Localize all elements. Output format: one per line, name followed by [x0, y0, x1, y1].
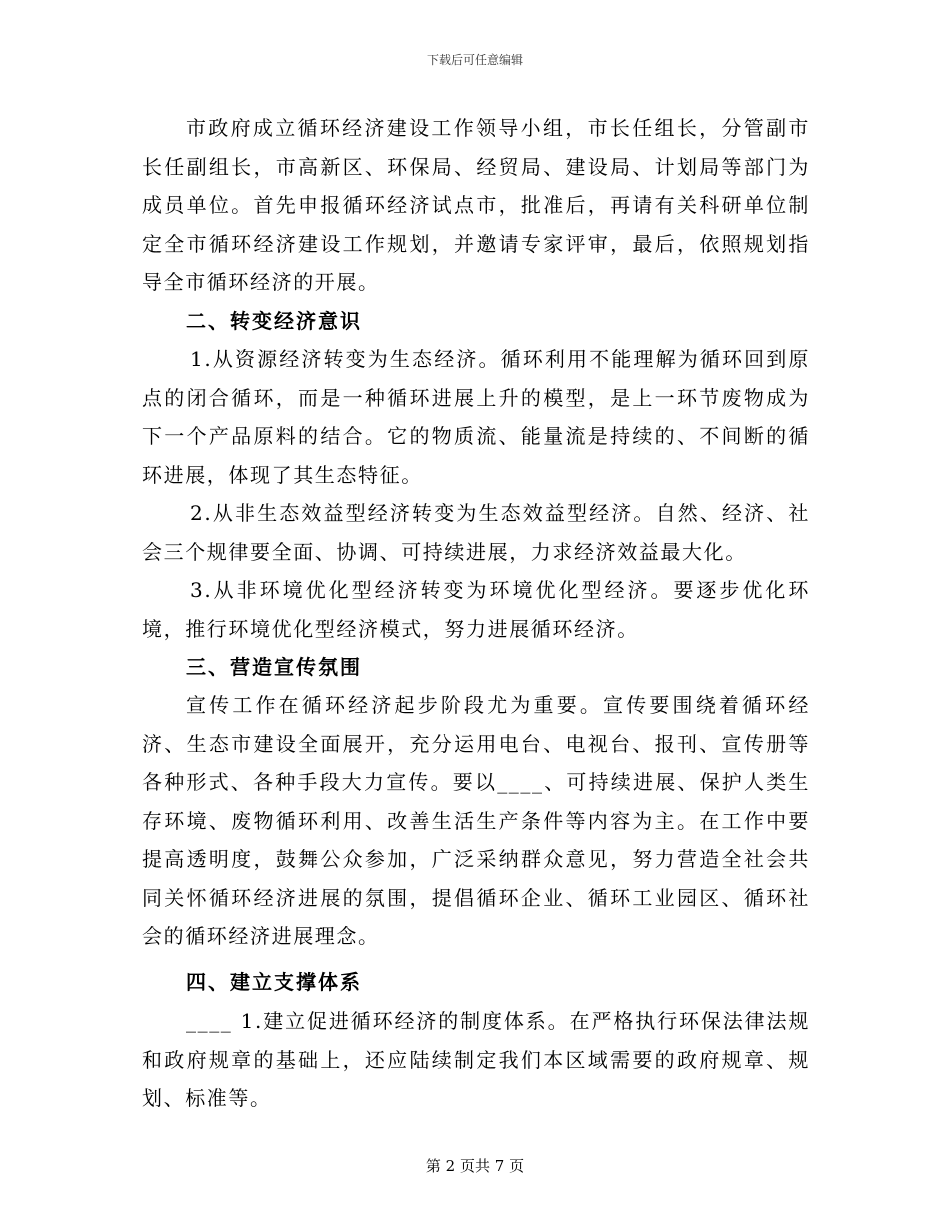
page-header: 下载后可任意编辑 [426, 53, 523, 67]
section-heading-2: 二、转变经济意识 [186, 309, 362, 333]
page-number: 第 2 页共 7 页 [425, 1157, 525, 1175]
intro-paragraph: 市政府成立循环经济建设工作领导小组，市长任组长，分管副市长任副组长，市高新区、环保局、经贸局、建设局、计划局等部门为成员单位。首先申报循环经济试点市，批准后，再请有关科研单位制定全市循环经济建设工作规划，并邀请专家评审，最后，依照规划指导全市循环经济的开展。 [142, 116, 810, 294]
section-heading-4: 四、建立支撑体系 [186, 970, 362, 994]
section-2-item-2: 2.从非生态效益型经济转变为生态效益型经济。自然、经济、社会三个规律要全面、协调、可持续进展，力求经济效益最大化。 [142, 501, 810, 564]
document-body [142, 109, 810, 1118]
section-3-paragraph: 宣传工作在循环经济起步阶段尤为重要。宣传要围绕着循环经济、生态市建设全面展开，充分运用电台、电视台、报刊、宣传册等各种形式、各种手段大力宣传。要以____、可持续进展、保护人类生存环境、废物循环利用、改善生活生产条件等内容为主。在工作中要提高透明度，鼓舞公众参加，广泛采纳群众意见，努力营造全社会共同关怀循环经济进展的氛围，提倡循环企业、循环工业园区、循环社会的循环经济进展理念。 [142, 693, 810, 948]
section-heading-3: 三、营造宣传氛围 [186, 655, 362, 679]
section-2-item-3: 3.从非环境优化型经济转变为环境优化型经济。要逐步优化环境，推行环境优化型经济模式，努力进展循环经济。 [142, 578, 810, 641]
section-4-paragraph: ____ 1.建立促进循环经济的制度体系。在严格执行环保法律法规和政府规章的基础上，还应陆续制定我们本区域需要的政府规章、规划、标准等。 [142, 1009, 810, 1110]
section-2-item-1: 1.从资源经济转变为生态经济。循环利用不能理解为循环回到原点的闭合循环，而是一种循环进展上升的模型，是上一环节废物成为下一个产品原料的结合。它的物质流、能量流是持续的、不间断的循环进展，体现了其生态特征。 [142, 347, 810, 487]
